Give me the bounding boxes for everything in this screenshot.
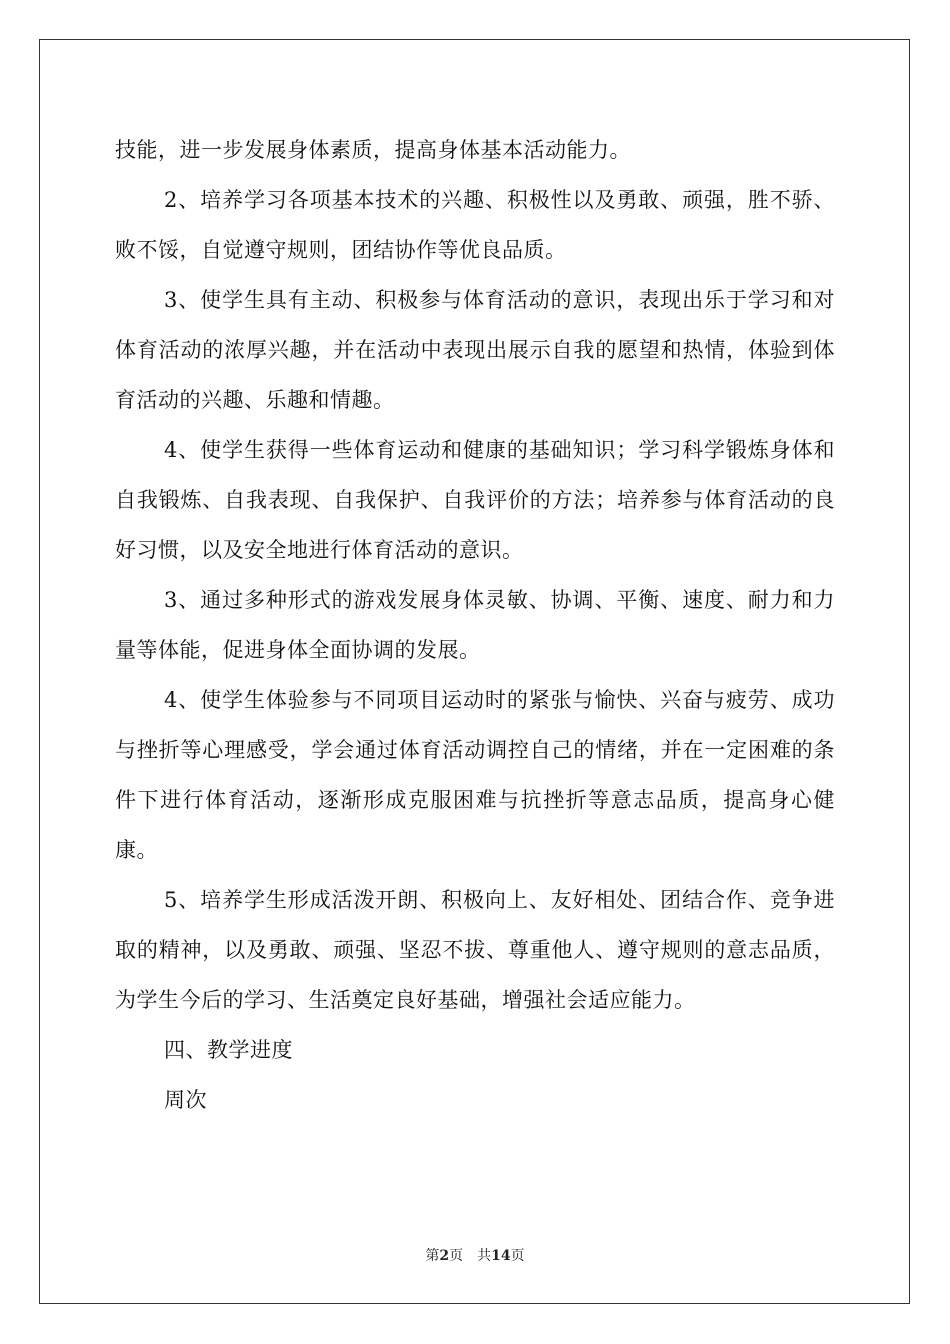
paragraph: 4、使学生获得一些体育运动和健康的基础知识；学习科学锻炼身体和自我锻炼、自我表现、自我保护、自我评价的方法；培养参与体育活动的良好习惯，以及安全地进行体育活动的意识。: [115, 438, 835, 562]
total-prefix: 共: [477, 1248, 492, 1264]
paragraph: 5、培养学生形成活泼开朗、积极向上、友好相处、团结合作、竞争进取的精神，以及勇敢、顽强、坚忍不拔、尊重他人、遵守规则的意志品质，为学生今后的学习、生活奠定良好基础，增强社会适应能力。: [115, 888, 835, 1012]
page-footer: [0, 1246, 950, 1266]
document-body: [115, 125, 835, 1125]
page-suffix: 页: [449, 1248, 464, 1264]
paragraph: 3、使学生具有主动、积极参与体育活动的意识，表现出乐于学习和对体育活动的浓厚兴趣，并在活动中表现出展示自我的愿望和热情，体验到体育活动的兴趣、乐趣和情趣。: [115, 288, 835, 412]
paragraph: 技能，进一步发展身体素质，提高身体基本活动能力。: [115, 138, 631, 162]
total-suffix: 页: [510, 1248, 525, 1264]
page-prefix: 第: [425, 1248, 440, 1264]
page-number: 2: [439, 1248, 450, 1264]
paragraph: 2、培养学习各项基本技术的兴趣、积极性以及勇敢、顽强，胜不骄、败不馁，自觉遵守规则，团结协作等优良品质。: [115, 188, 835, 262]
section-heading: 四、教学进度: [164, 1038, 293, 1062]
total-pages: 14: [491, 1248, 511, 1264]
paragraph: 4、使学生体验参与不同项目运动时的紧张与愉快、兴奋与疲劳、成功与挫折等心理感受，学会通过体育活动调控自己的情绪，并在一定困难的条件下进行体育活动，逐渐形成克服困难与抗挫折等意志品质，提高身心健康。: [115, 688, 835, 862]
paragraph: 3、通过多种形式的游戏发展身体灵敏、协调、平衡、速度、耐力和力量等体能，促进身体全面协调的发展。: [115, 588, 835, 662]
table-label: 周次: [164, 1088, 207, 1112]
